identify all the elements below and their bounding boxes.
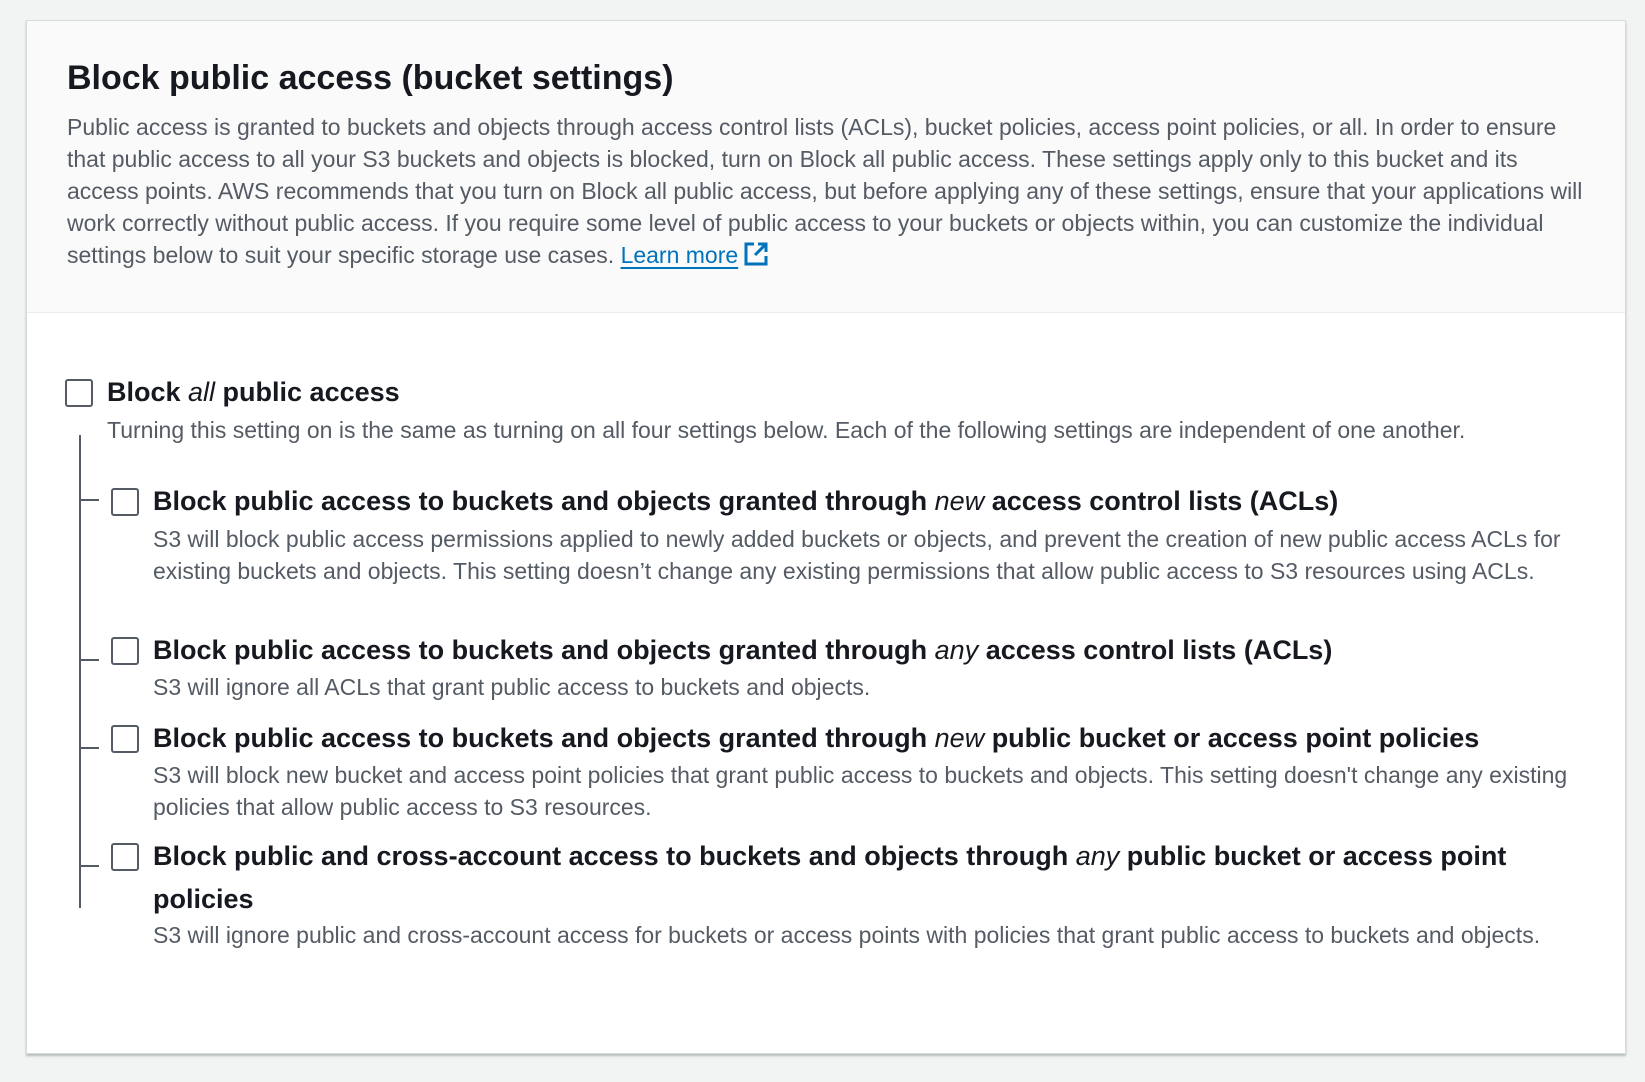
learn-more-link[interactable] [621,242,771,268]
panel-header [27,21,1625,313]
block-all-checkbox[interactable] [65,379,93,407]
option-any-acls-description: S3 will ignore all ACLs that grant public access to buckets and objects. [153,674,871,700]
option-1-title-em: new [934,486,985,516]
panel-description [67,111,1587,271]
tree-connector-1 [79,499,99,501]
option-new-acls-checkbox[interactable] [111,488,139,516]
block-public-access-panel [26,20,1626,1054]
option-new-acls-description: S3 will block public access permissions applied to newly added buckets or objects, and prevent the creation of new public access ACLs for existing buckets and objects. This setting doesn’t change any existing permissions that allow public access to S3 resources using ACLs. [153,526,1561,584]
option-4-title-post: public bucket or access point policies [153,841,1507,914]
option-2-title-em: any [934,635,979,665]
block-all-title[interactable] [107,371,400,414]
panel-description-text: Public access is granted to buckets and objects through access control lists (ACLs), bucket policies, access point policies, or all. In order to ensure that public access to all your S3 buckets and objects is blocked, turn on Block all public access. These settings apply only to this bucket and its access points. AWS recommends that you turn on Block all public access, but before applying any of these settings, ensure that your applications will work correctly without public access. If you require some level of public access to your buckets or objects within, you can customize the individual settings below to suit your specific storage use cases. [67,114,1583,268]
option-1-title-post: access control lists (ACLs) [984,486,1339,516]
option-any-acls-title[interactable] [153,629,1332,672]
option-3-title-post: public bucket or access point policies [984,723,1480,753]
option-2-title-pre: Block public access to buckets and objects granted through [153,635,935,665]
option-4-title-pre: Block public and cross-account access to buckets and objects through [153,841,1076,871]
block-all-title-em: all [188,377,216,407]
option-3-title-em: new [934,723,985,753]
option-any-acls-checkbox[interactable] [111,637,139,665]
option-2-title-post: access control lists (ACLs) [978,635,1333,665]
tree-connector-2 [79,659,99,661]
option-3-title-pre: Block public access to buckets and objects granted through [153,723,935,753]
option-any-policies-checkbox[interactable] [111,843,139,871]
option-new-policies-title[interactable] [153,717,1479,760]
option-any-policies-description: S3 will ignore public and cross-account access for buckets or access points with policies that grant public access to buckets and objects. [153,922,1541,948]
option-4-title-em: any [1075,841,1120,871]
tree-connector-3 [79,747,99,749]
option-new-policies-checkbox[interactable] [111,725,139,753]
learn-more-label: Learn more [620,242,739,268]
option-any-policies-title[interactable] [153,835,1593,921]
block-all-description: Turning this setting on is the same as turning on all four settings below. Each of the following settings are independent of one another. [107,417,1466,443]
external-link-icon [742,240,770,268]
block-all-title-pre: Block [107,377,189,407]
tree-connector-vertical [79,435,81,908]
tree-connector-4 [79,865,99,867]
option-new-acls-title[interactable] [153,480,1338,523]
panel-title: Block public access (bucket settings) [67,59,674,97]
option-new-policies-description: S3 will block new bucket and access point policies that grant public access to buckets and objects. This setting doesn't change any existing policies that allow public access to S3 resources. [153,762,1568,820]
option-1-title-pre: Block public access to buckets and objects granted through [153,486,935,516]
settings-body [27,313,1625,1053]
block-all-title-post: public access [215,377,400,407]
